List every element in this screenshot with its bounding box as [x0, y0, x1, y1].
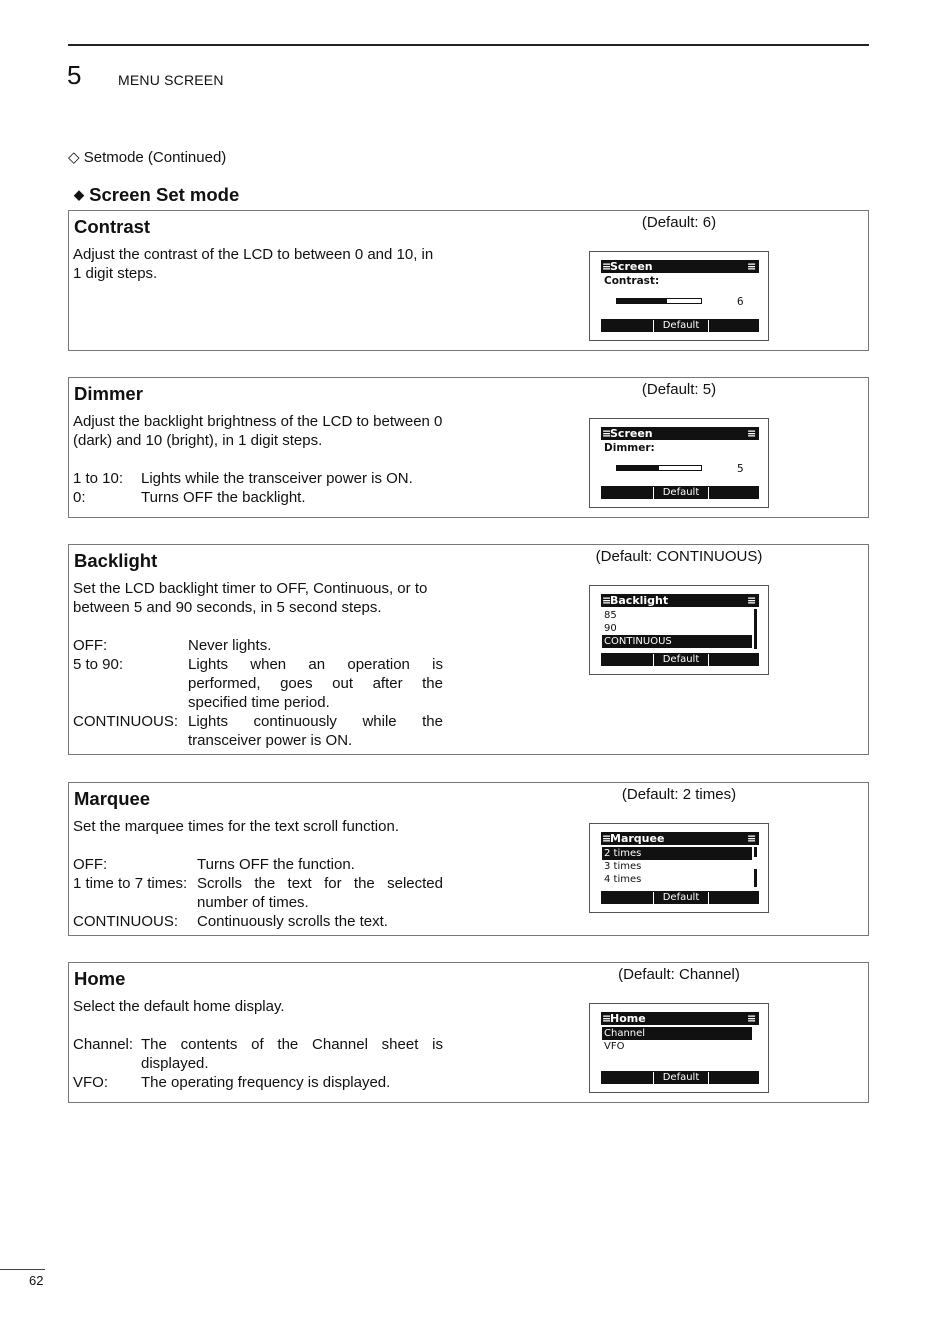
dimmer-level-bar	[616, 465, 702, 471]
home-row: VFO: The operating frequency is displayed.	[73, 1074, 391, 1091]
marquee-title: Marquee	[74, 788, 151, 809]
diamond-outline-icon: ◇	[68, 149, 80, 166]
backlight-lcd	[589, 585, 769, 675]
menu-icon: ≡	[747, 427, 757, 440]
contrast-level-bar	[616, 298, 702, 304]
backlight-body	[73, 579, 443, 750]
dimmer-row: 0: Turns OFF the backlight.	[73, 489, 306, 506]
dimmer-row: 1 to 10: Lights while the transceiver power is ON.	[73, 470, 413, 487]
home-title: Home	[74, 968, 126, 989]
header-rule	[68, 44, 869, 46]
default-softkey[interactable]: Default	[653, 320, 709, 332]
lcd-list-item-selected[interactable]: CONTINUOUS	[602, 635, 752, 648]
backlight-row: OFF: Never lights.	[73, 637, 272, 654]
dimmer-lcd	[589, 418, 769, 508]
chapter-title: MENU SCREEN	[118, 72, 224, 88]
contrast-title: Contrast	[74, 216, 151, 237]
lcd-scrollbar	[754, 847, 757, 857]
lcd-label: Contrast:	[604, 275, 660, 287]
contrast-body	[73, 245, 443, 283]
menu-icon: ≡	[602, 427, 612, 440]
menu-icon: ≡	[602, 260, 612, 273]
chapter-number: 5	[67, 60, 82, 90]
lcd-list-item[interactable]: 90	[604, 623, 617, 634]
marquee-body	[73, 817, 443, 931]
lcd-scrollbar	[754, 869, 757, 887]
menu-icon: ≡	[602, 594, 612, 607]
lcd-list-item[interactable]: 4 times	[604, 874, 642, 885]
dimmer-desc: Adjust the backlight brightness of the LCD to between 0 (dark) and 10 (bright), in 1 digit steps.	[73, 413, 443, 449]
home-desc: Select the default home display.	[73, 998, 285, 1015]
lcd-label: Dimmer:	[604, 442, 655, 454]
backlight-title: Backlight	[74, 550, 158, 571]
lcd-list-item[interactable]: 85	[604, 610, 617, 621]
contrast-desc: Adjust the contrast of the LCD to between 0 and 10, in 1 digit steps.	[73, 246, 434, 282]
diamond-filled-icon: ◆	[74, 187, 84, 202]
contrast-lcd	[589, 251, 769, 341]
dimmer-title: Dimmer	[74, 383, 143, 404]
lcd-value: 6	[737, 295, 744, 308]
page-number-rule	[0, 1269, 45, 1270]
backlight-row: 5 to 90: Lights when an operation is performed, goes out after the specified time period.	[73, 656, 443, 711]
home-row: Channel: The contents of the Channel sheet is displayed.	[73, 1036, 443, 1072]
lcd-scrollbar	[754, 609, 757, 649]
marquee-lcd	[589, 823, 769, 913]
lcd-header: ≡ Screen ≡	[601, 427, 759, 440]
default-softkey[interactable]: Default	[653, 892, 709, 904]
contrast-default: (Default: 6)	[641, 214, 717, 231]
default-softkey[interactable]: Default	[653, 1072, 709, 1084]
contrast-box	[68, 210, 869, 351]
marquee-row: CONTINUOUS: Continuously scrolls the text.	[73, 913, 388, 930]
page-number: 62	[29, 1273, 44, 1288]
marquee-row: 1 time to 7 times: Scrolls the text for the selected number of times.	[73, 875, 443, 911]
home-body	[73, 997, 443, 1092]
menu-icon: ≡	[747, 594, 757, 607]
lcd-header: ≡ Marquee ≡	[601, 832, 759, 845]
menu-icon: ≡	[602, 832, 612, 845]
setmode-heading	[68, 148, 226, 166]
menu-icon: ≡	[747, 1012, 757, 1025]
backlight-default: (Default: CONTINUOUS)	[595, 548, 763, 565]
lcd-list-item[interactable]: 3 times	[604, 861, 642, 872]
backlight-desc: Set the LCD backlight timer to OFF, Continuous, or to between 5 and 90 seconds, in 5 second steps.	[73, 580, 428, 616]
section-title: ◆ Screen Set mode	[74, 184, 240, 205]
dimmer-default: (Default: 5)	[641, 381, 717, 398]
lcd-value: 5	[737, 462, 744, 475]
marquee-box	[68, 782, 869, 936]
lcd-header: ≡ Backlight ≡	[601, 594, 759, 607]
marquee-row: OFF: Turns OFF the function.	[73, 856, 355, 873]
lcd-list-item[interactable]: VFO	[604, 1041, 625, 1052]
dimmer-body	[73, 412, 443, 507]
default-softkey[interactable]: Default	[653, 487, 709, 499]
marquee-default: (Default: 2 times)	[621, 786, 737, 803]
home-lcd	[589, 1003, 769, 1093]
backlight-row: CONTINUOUS: Lights continuously while the transceiver power is ON.	[73, 713, 443, 749]
menu-icon: ≡	[602, 1012, 612, 1025]
dimmer-box	[68, 377, 869, 518]
backlight-box	[68, 544, 869, 755]
default-softkey[interactable]: Default	[653, 654, 709, 666]
lcd-header: ≡ Screen ≡	[601, 260, 759, 273]
lcd-list-item-selected[interactable]: 2 times	[602, 847, 752, 860]
home-default: (Default: Channel)	[618, 966, 740, 983]
menu-icon: ≡	[747, 260, 757, 273]
home-box	[68, 962, 869, 1103]
lcd-list-item-selected[interactable]: Channel	[602, 1027, 752, 1040]
marquee-desc: Set the marquee times for the text scroll function.	[73, 818, 399, 835]
lcd-header: ≡ Home ≡	[601, 1012, 759, 1025]
menu-icon: ≡	[747, 832, 757, 845]
setmode-label: Setmode (Continued)	[83, 149, 227, 166]
